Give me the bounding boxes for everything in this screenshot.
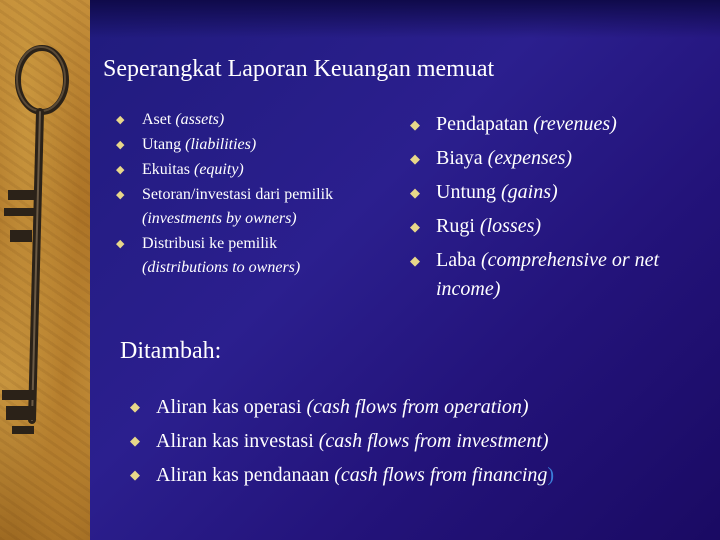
top-band <box>90 0 720 38</box>
item-english: (investments by owners) <box>142 210 297 227</box>
list-item <box>410 178 710 207</box>
section-subtitle: Ditambah: <box>120 338 222 364</box>
item-text: Utang <box>142 136 186 153</box>
diamond-bullet-icon: ◆ <box>116 237 125 250</box>
list-item <box>410 246 710 304</box>
diamond-bullet-icon: ◆ <box>130 434 140 449</box>
item-english: (liabilities) <box>185 136 257 153</box>
diamond-bullet-icon: ◆ <box>410 254 420 269</box>
diamond-bullet-icon: ◆ <box>116 138 125 151</box>
diamond-bullet-icon: ◆ <box>116 113 125 126</box>
diamond-bullet-icon: ◆ <box>410 220 420 235</box>
item-text: Pendapatan <box>436 113 534 135</box>
item-english: (cash flows from financing <box>334 464 548 486</box>
item-english: (assets) <box>175 111 225 128</box>
list-item <box>116 183 356 231</box>
item-text: Untung <box>436 181 501 203</box>
list-item <box>130 458 710 492</box>
list-item <box>116 133 356 157</box>
list-item <box>116 232 356 280</box>
old-key-icon <box>0 40 90 520</box>
diamond-bullet-icon: ◆ <box>410 186 420 201</box>
item-text: Ekuitas <box>142 161 194 178</box>
item-text: Aliran kas pendanaan <box>156 464 335 486</box>
list-item <box>410 212 710 241</box>
diamond-bullet-icon: ◆ <box>130 400 140 415</box>
item-english: (cash flows from operation) <box>306 396 529 418</box>
item-english: (comprehensive or net income) <box>436 249 660 300</box>
item-english: (equity) <box>194 161 244 178</box>
item-english: (cash flows from investment) <box>318 430 549 452</box>
closing-paren: ) <box>547 464 555 486</box>
list-item <box>116 108 356 132</box>
item-text: Rugi <box>436 215 480 237</box>
item-english: (losses) <box>479 215 542 237</box>
slide-title: Seperangkat Laporan Keuangan memuat <box>103 56 495 82</box>
diamond-bullet-icon: ◆ <box>116 188 125 201</box>
list-item <box>410 110 710 139</box>
item-text: Aliran kas operasi <box>156 396 307 418</box>
item-text: Biaya <box>436 147 488 169</box>
diamond-bullet-icon: ◆ <box>130 468 140 483</box>
item-text: Setoran/investasi dari pemilik <box>142 186 334 203</box>
item-text: Distribusi ke pemilik <box>142 235 278 252</box>
item-text: Aset <box>142 111 176 128</box>
item-text: Aliran kas investasi <box>156 430 319 452</box>
item-english: (distributions to owners) <box>142 259 301 276</box>
left-list <box>116 108 356 281</box>
item-text: Laba <box>436 249 481 271</box>
item-english: (gains) <box>501 181 558 203</box>
bottom-list <box>130 390 710 492</box>
list-item <box>116 158 356 182</box>
list-item <box>410 144 710 173</box>
list-item <box>130 424 710 458</box>
right-list <box>410 110 710 309</box>
diamond-bullet-icon: ◆ <box>116 163 125 176</box>
diamond-bullet-icon: ◆ <box>410 118 420 133</box>
item-english: (expenses) <box>487 147 573 169</box>
diamond-bullet-icon: ◆ <box>410 152 420 167</box>
list-item <box>130 390 710 424</box>
item-english: (revenues) <box>533 113 617 135</box>
